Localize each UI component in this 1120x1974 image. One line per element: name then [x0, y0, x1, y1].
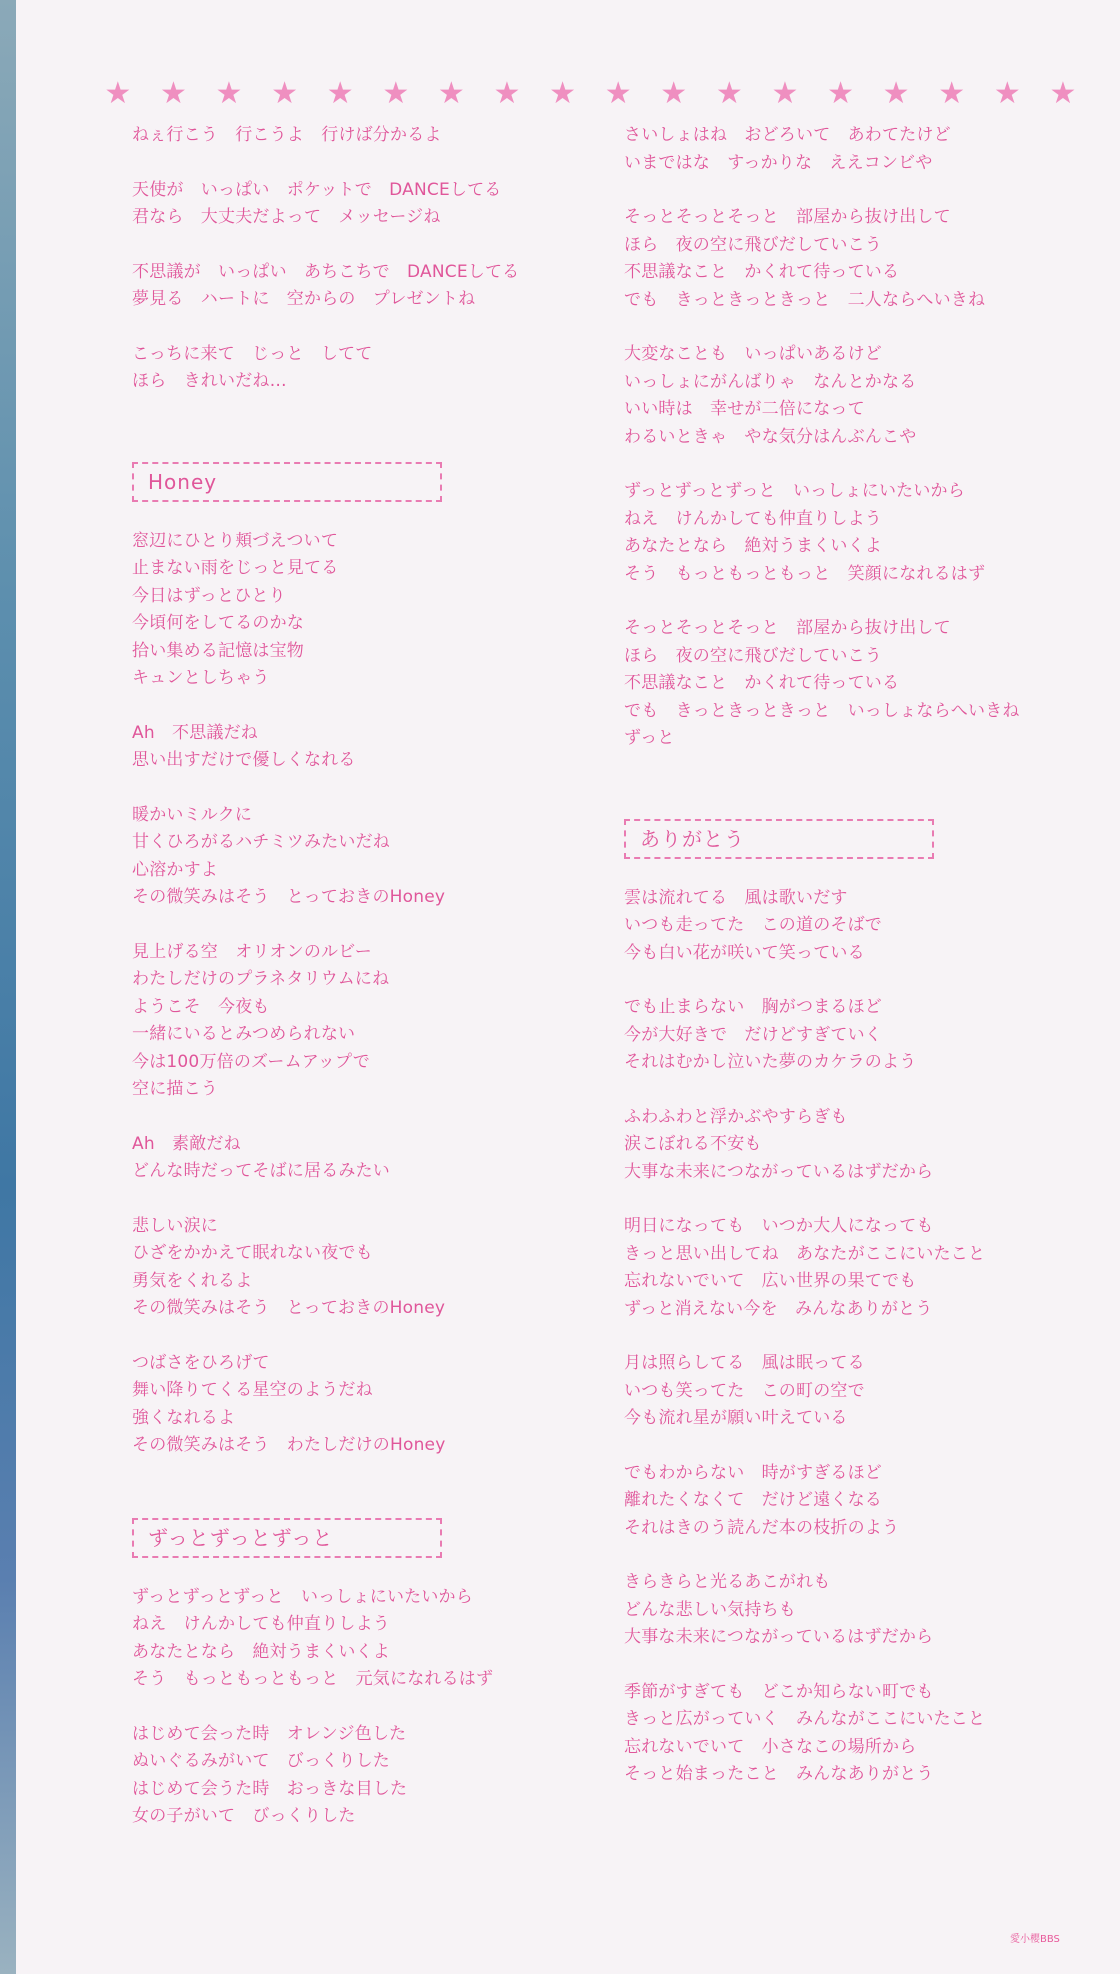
- lyric-stanza: [132, 1350, 602, 1460]
- lyric-stanza: [132, 177, 602, 232]
- lyric-line: ひざをかかえて眠れない夜でも: [132, 1243, 373, 1263]
- lyric-line: どんな時だってそばに居るみたい: [132, 1161, 390, 1181]
- star-icon: ★: [827, 76, 854, 111]
- lyric-line: ねぇ行こう 行こうよ 行けば分かるよ: [132, 125, 442, 145]
- lyric-line: 忘れないでいて 広い世界の果てでも: [624, 1271, 917, 1291]
- lyric-stanza: [624, 885, 1094, 968]
- lyric-line: でも きっときっときっと 二人ならへいきね: [624, 289, 986, 310]
- star-icon: ★: [993, 76, 1021, 111]
- star-icon: ★: [326, 76, 354, 111]
- lyric-line: そっと始まったこと みんなありがとう: [624, 1764, 934, 1784]
- lyric-line: それはきのう読んだ本の枝折のよう: [624, 1517, 900, 1538]
- lyric-line: そう もっともっともっと 元気になれるはず: [132, 1669, 494, 1689]
- right-column: [624, 122, 1094, 1816]
- lyric-line: ずっとずっとずっと いっしょにいたいから: [132, 1586, 473, 1607]
- lyric-line: 今も白い花が咲いて笑っている: [624, 942, 865, 963]
- lyric-stanza: [624, 1569, 1094, 1652]
- lyric-stanza: [624, 341, 1094, 451]
- lyric-stanza: [132, 341, 602, 396]
- lyric-line: ふわふわと浮かぶやすらぎも: [624, 1106, 848, 1127]
- lyric-line: 思い出すだけで優しくなれる: [132, 750, 356, 770]
- section-title-zutto: ずっとずっとずっと: [132, 1518, 442, 1558]
- lyric-stanza: [132, 259, 602, 314]
- lyric-line: 不思議なこと かくれて待っている: [624, 262, 900, 282]
- lyric-line: ずっと消えない今を みんなありがとう: [624, 1298, 933, 1319]
- lyric-stanza: [132, 1721, 602, 1831]
- lyric-line: 窓辺にひとり頬づえついて: [132, 530, 339, 551]
- star-icon: ★: [1049, 76, 1077, 111]
- lyric-line: 拾い集める記憶は宝物: [132, 640, 304, 661]
- lyric-stanza: [132, 1213, 602, 1323]
- star-icon: ★: [604, 76, 632, 111]
- lyric-line: ねえ けんかしても仲直りしよう: [624, 508, 882, 529]
- lyric-line: わたしだけのプラネタリウムにね: [132, 969, 390, 989]
- lyric-stanza: [624, 1679, 1094, 1789]
- lyric-stanza: [132, 720, 602, 775]
- lyric-line: 一緒にいるとみつめられない: [132, 1024, 356, 1044]
- lyric-line: いまではな すっかりな ええコンビや: [624, 152, 933, 173]
- star-icon: ★: [104, 76, 132, 111]
- lyric-line: きっと思い出してね あなたがここにいたこと: [624, 1243, 986, 1264]
- lyric-stanza: [624, 204, 1094, 314]
- lyric-stanza: [624, 1213, 1094, 1323]
- lyric-stanza: [132, 122, 602, 150]
- lyric-line: いい時は 幸せが二倍になって: [624, 399, 865, 419]
- lyric-line: それはむかし泣いた夢のカケラのよう: [624, 1052, 917, 1072]
- star-border: [90, 74, 1120, 114]
- star-icon: ★: [271, 76, 299, 111]
- star-icon: ★: [215, 76, 243, 111]
- lyric-line: 悲しい涙に: [132, 1215, 218, 1236]
- lyric-line: キュンとしちゃう: [132, 668, 270, 688]
- lyric-line: 見上げる空 オリオンのルビー: [132, 941, 372, 962]
- star-icon: ★: [382, 76, 410, 111]
- star-icon: ★: [437, 76, 465, 111]
- lyric-line: あなたとなら 絶対うまくいくよ: [132, 1641, 390, 1662]
- watermark-text: 愛小櫻BBS: [1010, 1934, 1060, 1945]
- lyric-stanza: [132, 1584, 602, 1694]
- lyric-line: ぬいぐるみがいて びっくりした: [132, 1751, 390, 1771]
- lyric-line: どんな悲しい気持ちも: [624, 1599, 796, 1620]
- lyric-line: 大事な未来につながっているはずだから: [624, 1627, 934, 1647]
- lyric-line: 今頃何をしてるのかな: [132, 613, 304, 633]
- lyric-line: 大事な未来につながっているはずだから: [624, 1161, 934, 1182]
- lyric-line: つばさをひろげて: [132, 1352, 270, 1373]
- star-icon: ★: [549, 76, 576, 111]
- lyric-line: 舞い降りてくる星空のようだね: [132, 1380, 373, 1400]
- lyric-line: 不思議なこと かくれて待っている: [624, 673, 900, 693]
- lyric-line: わるいときゃ やな気分はんぶんこや: [624, 426, 917, 447]
- honey-lyrics: [132, 528, 602, 1460]
- lyric-line: その微笑みはそう とっておきのHoney: [132, 1298, 446, 1318]
- lyric-stanza: [624, 1460, 1094, 1543]
- lyric-line: その微笑みはそう わたしだけのHoney: [132, 1435, 446, 1455]
- lyric-line: いつも走ってた この道のそばで: [624, 915, 882, 935]
- section-title-honey: Honey: [132, 462, 442, 502]
- lyric-line: 勇気をくれるよ: [132, 1270, 253, 1291]
- page-edge-strip: [0, 0, 16, 1974]
- lyric-line: 空に描こう: [132, 1079, 218, 1099]
- lyric-line: 今は100万倍のズームアップで: [132, 1051, 370, 1072]
- lyric-line: Ah 素敵だね: [132, 1133, 241, 1154]
- star-icon: ★: [660, 76, 688, 111]
- lyric-line: ほら きれいだね…: [132, 371, 287, 391]
- lyric-line: 離れたくなくて だけど遠くなる: [624, 1490, 882, 1510]
- lyric-stanza: [132, 939, 602, 1104]
- lyric-line: さいしょはね おどろいて あわてたけど: [624, 125, 951, 145]
- lyric-stanza: [624, 1104, 1094, 1187]
- lyric-line: でも きっときっときっと いっしょならへいきね: [624, 700, 1020, 721]
- lyric-line: ねえ けんかしても仲直りしよう: [132, 1614, 390, 1634]
- lyric-line: でもわからない 時がすぎるほど: [624, 1462, 882, 1483]
- lyric-line: でも止まらない 胸がつまるほど: [624, 997, 882, 1017]
- lyric-line: きっと広がっていく みんながここにいたこと: [624, 1709, 986, 1729]
- star-icon: ★: [715, 76, 743, 111]
- lyric-line: 天使が いっぱい ポケットで DANCEしてる: [132, 179, 502, 200]
- intro-lyrics: [132, 122, 602, 396]
- lyric-line: 涙こぼれる不安も: [624, 1134, 762, 1154]
- lyric-stanza: [132, 1131, 602, 1186]
- lyric-line: こっちに来て じっと してて: [132, 343, 373, 364]
- lyric-line: そっとそっとそっと 部屋から抜け出して: [624, 618, 951, 638]
- lyric-line: ほら 夜の空に飛びだしていこう: [624, 234, 882, 255]
- lyric-line: あなたとなら 絶対うまくいくよ: [624, 536, 882, 556]
- lyric-line: 甘くひろがるハチミツみたいだね: [132, 832, 390, 852]
- lyric-line: 止まない雨をじっと見てる: [132, 558, 339, 578]
- lyric-line: 夢見る ハートに 空からの プレゼントね: [132, 289, 476, 309]
- lyric-line: 強くなれるよ: [132, 1407, 236, 1428]
- lyric-line: きらきらと光るあこがれも: [624, 1572, 831, 1592]
- lyric-line: 月は照らしてる 風は眠ってる: [624, 1353, 865, 1373]
- lyric-stanza: [624, 615, 1094, 753]
- lyric-stanza: [624, 994, 1094, 1077]
- lyric-line: ずっとずっとずっと いっしょにいたいから: [624, 481, 965, 501]
- lyric-line: そう もっともっともっと 笑顔になれるはず: [624, 563, 986, 584]
- arigatou-lyrics: [624, 885, 1094, 1789]
- lyric-line: 今が大好きで だけどすぎていく: [624, 1024, 882, 1045]
- lyric-line: いつも笑ってた この町の空で: [624, 1380, 865, 1401]
- star-icon: ★: [938, 76, 966, 111]
- star-icon: ★: [771, 76, 799, 111]
- lyric-line: 暖かいミルクに: [132, 804, 253, 825]
- zutto-lyrics-continued: [624, 122, 1094, 753]
- lyric-line: 明日になっても いつか大人になっても: [624, 1216, 934, 1236]
- lyric-line: 不思議が いっぱい あちこちで DANCEしてる: [132, 261, 520, 282]
- lyric-line: 大変なことも いっぱいあるけど: [624, 344, 882, 364]
- lyric-stanza: [132, 528, 602, 693]
- lyric-line: ようこそ 今夜も: [132, 996, 270, 1017]
- star-icon: ★: [882, 76, 910, 111]
- zutto-lyrics: [132, 1584, 602, 1831]
- lyric-stanza: [624, 1350, 1094, 1433]
- lyric-line: 心溶かすよ: [132, 859, 218, 880]
- lyric-line: そっとそっとそっと 部屋から抜け出して: [624, 207, 951, 227]
- lyric-line: はじめて会った時 オレンジ色した: [132, 1723, 407, 1744]
- lyric-line: 今も流れ星が願い叶えている: [624, 1408, 848, 1428]
- lyric-line: ずっと: [624, 728, 675, 748]
- lyric-line: 雲は流れてる 風は歌いだす: [624, 887, 848, 908]
- lyric-stanza: [132, 802, 602, 912]
- lyric-line: 女の子がいて びっくりした: [132, 1806, 356, 1826]
- left-column: [132, 122, 602, 1858]
- lyric-line: ほら 夜の空に飛びだしていこう: [624, 645, 882, 666]
- lyric-line: Ah 不思議だね: [132, 722, 259, 743]
- section-title-arigatou: ありがとう: [624, 819, 934, 859]
- star-icon: ★: [493, 76, 521, 111]
- lyric-line: 季節がすぎても どこか知らない町でも: [624, 1681, 934, 1702]
- star-icon: ★: [159, 76, 187, 111]
- lyric-stanza: [624, 478, 1094, 588]
- lyric-stanza: [624, 122, 1094, 177]
- lyric-line: 忘れないでいて 小さなこの場所から: [624, 1736, 917, 1757]
- lyric-line: 君なら 大丈夫だよって メッセージね: [132, 207, 441, 227]
- lyric-line: はじめて会うた時 おっきな目した: [132, 1778, 408, 1799]
- lyric-line: 今日はずっとひとり: [132, 585, 286, 606]
- lyric-line: その微笑みはそう とっておきのHoney: [132, 887, 446, 907]
- lyric-line: いっしょにがんばりゃ なんとかなる: [624, 371, 917, 392]
